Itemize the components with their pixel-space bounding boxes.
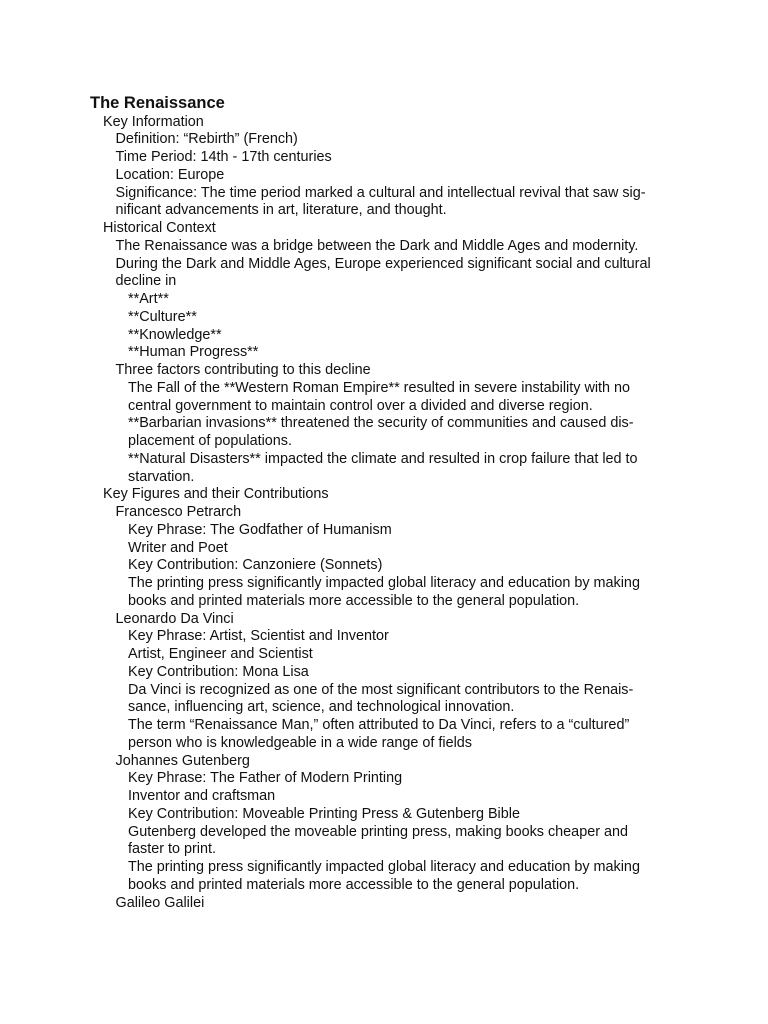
outline-line-level-2: Leonardo Da Vinci (115, 610, 234, 627)
outline-line-level-1: Historical Context (103, 220, 216, 236)
outline-line-level-3: central government to maintain control over a divided and diverse region. (128, 397, 593, 414)
outline-line-level-2: nificant advancements in art, literature, and thought. (115, 202, 447, 219)
outline-line-level-2: Johannes Gutenberg (115, 752, 250, 769)
outline-line-level-3: Key Contribution: Moveable Printing Press & Gutenberg Bible (128, 805, 520, 822)
outline-line-level-2: Time Period: 14th - 17th centuries (115, 149, 332, 165)
outline-line-level-3: Da Vinci is recognized as one of the most significant contributors to the Renais- (128, 681, 634, 698)
outline-line-level-2: Definition: “Rebirth” (French) (115, 131, 298, 148)
outline-line-level-3: **Barbarian invasions** threatened the security of communities and caused dis- (128, 415, 634, 432)
outline-line-level-3: **Natural Disasters** impacted the climate and resulted in crop failure that led to (128, 450, 638, 467)
outline-line-level-3: Writer and Poet (128, 539, 228, 556)
outline-line-level-1: Key Information (103, 113, 204, 130)
outline-line-level-1: Key Figures and their Contributions (103, 486, 329, 503)
outline-line-level-3: Inventor and craftsman (128, 788, 276, 804)
page-title: The Renaissance (90, 94, 225, 112)
outline-line-level-3: Artist, Engineer and Scientist (128, 646, 313, 662)
outline-line-level-2: Galileo Galilei (115, 894, 205, 911)
outline-line-level-3: Key Phrase: The Father of Modern Printing (128, 770, 403, 787)
outline-line-level-2: decline in (115, 273, 177, 290)
outline-line-level-2: Francesco Petrarch (115, 504, 242, 520)
outline-line-level-3: **Culture** (128, 308, 197, 325)
outline-line-level-2: The Renaissance was a bridge between the Dark and Middle Ages and modernity. (115, 237, 639, 254)
outline-line-level-3: books and printed materials more accessible to the general population. (128, 592, 580, 609)
outline-line-level-3: starvation. (128, 468, 195, 485)
outline-line-level-2: Three factors contributing to this decline (115, 362, 371, 378)
outline-line-level-3: The term “Renaissance Man,” often attributed to Da Vinci, refers to a “cultured” (128, 717, 630, 733)
outline-line-level-3: Key Phrase: Artist, Scientist and Inventor (128, 628, 389, 645)
outline-line-level-2: Location: Europe (115, 166, 225, 183)
outline-line-level-3: The Fall of the **Western Roman Empire** resulted in severe instability with no (128, 379, 631, 396)
outline-line-level-3: placement of populations. (128, 433, 293, 449)
outline-line-level-3: Gutenberg developed the moveable printing press, making books cheaper and (128, 823, 628, 840)
outline-line-level-2: Significance: The time period marked a cultural and intellectual revival that saw sig- (115, 184, 646, 201)
outline-line-level-3: The printing press significantly impacted global literacy and education by making (128, 859, 640, 875)
outline-line-level-3: faster to print. (128, 841, 216, 858)
outline-line-level-3: person who is knowledgeable in a wide range of fields (128, 734, 472, 751)
outline-line-level-2: During the Dark and Middle Ages, Europe experienced significant social and cultural (115, 255, 651, 272)
outline (0, 114, 768, 913)
outline-line-level-3: books and printed materials more accessible to the general population. (128, 876, 580, 893)
outline-line-level-3: Key Contribution: Canzoniere (Sonnets) (128, 557, 383, 574)
outline-line-level-3: **Knowledge** (128, 326, 222, 343)
outline-line-level-3: **Art** (128, 291, 169, 307)
outline-line-level-3: **Human Progress** (128, 344, 259, 361)
outline-line-level-3: Key Phrase: The Godfather of Humanism (128, 521, 392, 538)
outline-line-level-3: The printing press significantly impacted global literacy and education by making (128, 575, 640, 591)
outline-line-level-3: sance, influencing art, science, and technological innovation. (128, 699, 515, 716)
outline-line-level-3: Key Contribution: Mona Lisa (128, 663, 309, 680)
